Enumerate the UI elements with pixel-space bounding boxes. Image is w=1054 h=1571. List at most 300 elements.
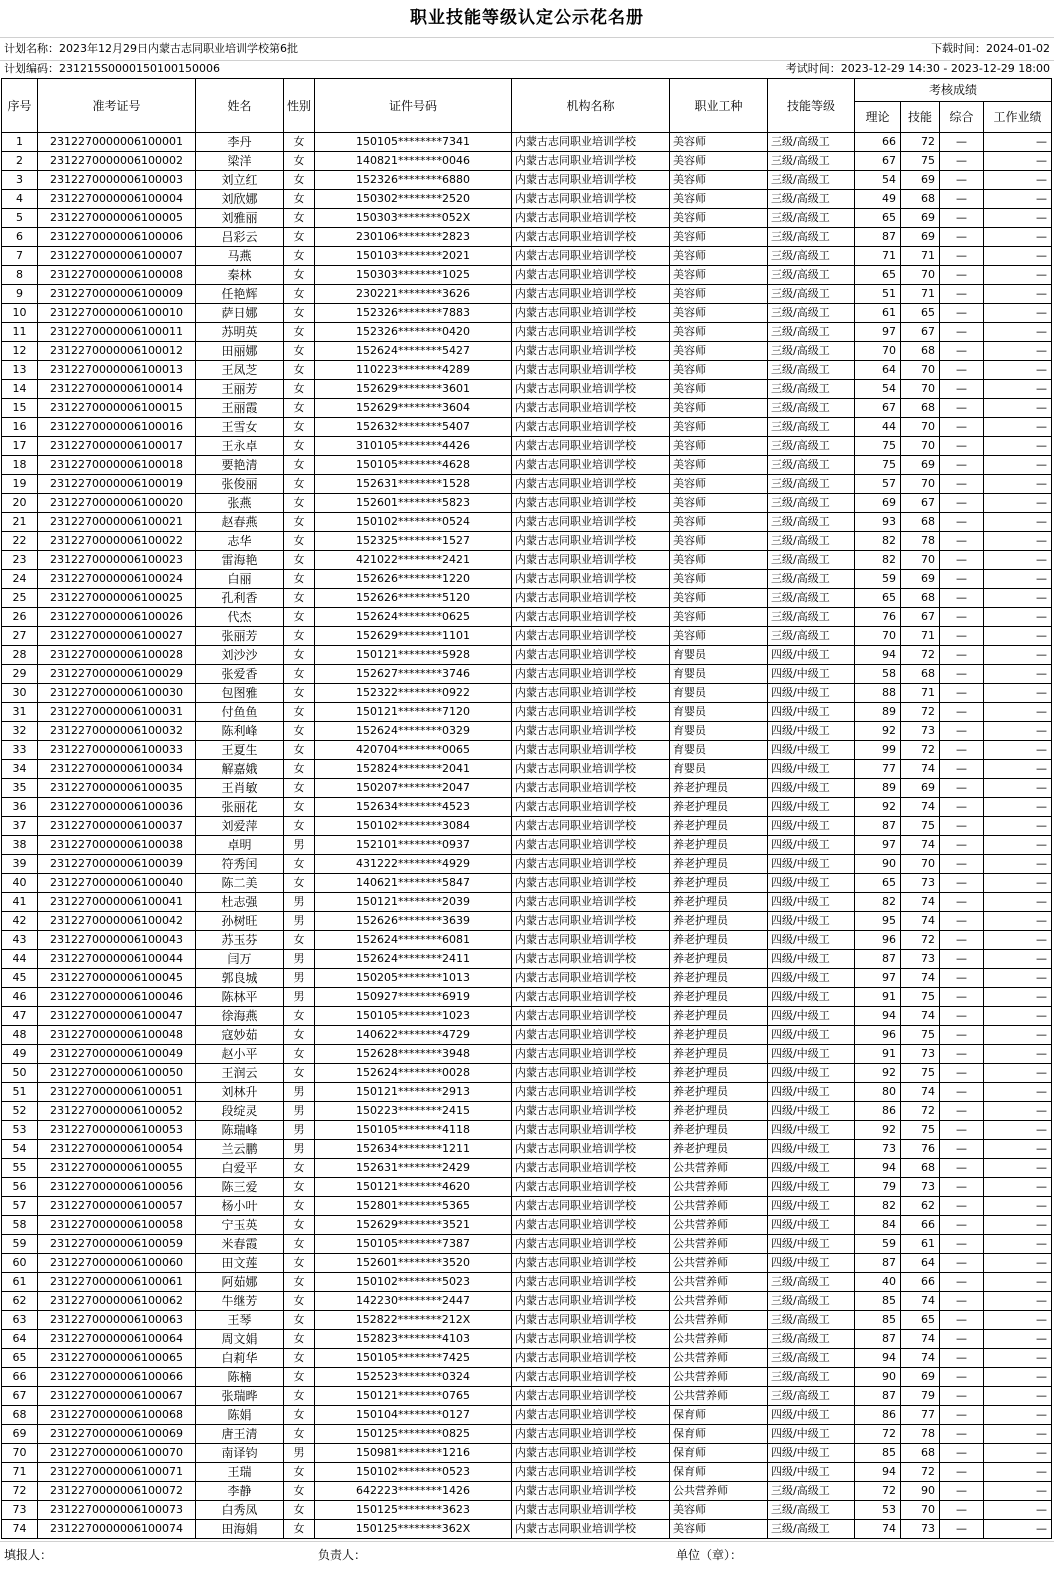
cell-name: 萨日娜 [196, 304, 284, 323]
cell-job: 育婴员 [670, 760, 768, 779]
cell-skill: 70 [901, 418, 940, 437]
cell-job: 公共营养师 [670, 1387, 768, 1406]
cell-overall: — [940, 133, 984, 152]
cell-org: 内蒙古志同职业培训学校 [512, 836, 670, 855]
plan-name: 计划名称：2023年12月29日内蒙古志同职业培训学校第6批 [4, 42, 298, 55]
cell-ticket: 2312270000006100035 [38, 779, 196, 798]
cell-org: 内蒙古志同职业培训学校 [512, 589, 670, 608]
cell-name: 宁玉英 [196, 1216, 284, 1235]
cell-skill: 68 [901, 665, 940, 684]
cell-overall: — [940, 893, 984, 912]
cell-id: 152101********0937 [315, 836, 512, 855]
cell-seq: 31 [2, 703, 38, 722]
cell-id: 140821********0046 [315, 152, 512, 171]
cell-seq: 24 [2, 570, 38, 589]
cell-ticket: 2312270000006100024 [38, 570, 196, 589]
cell-id: 152629********3521 [315, 1216, 512, 1235]
table-row [2, 874, 1052, 893]
cell-name: 陈二美 [196, 874, 284, 893]
cell-job: 美容师 [670, 437, 768, 456]
cell-name: 白秀凤 [196, 1501, 284, 1520]
cell-ticket: 2312270000006100018 [38, 456, 196, 475]
cell-ticket: 2312270000006100054 [38, 1140, 196, 1159]
cell-overall: — [940, 209, 984, 228]
cell-overall: — [940, 779, 984, 798]
cell-gender: 女 [284, 1292, 315, 1311]
cell-overall: — [940, 912, 984, 931]
cell-job: 美容师 [670, 513, 768, 532]
cell-id: 150104********0127 [315, 1406, 512, 1425]
cell-work: — [984, 1216, 1052, 1235]
cell-overall: — [940, 969, 984, 988]
cell-level: 四级/中级工 [768, 874, 855, 893]
cell-seq: 60 [2, 1254, 38, 1273]
roster-table [1, 78, 1052, 1539]
cell-work: — [984, 1045, 1052, 1064]
cell-level: 三级/高级工 [768, 1387, 855, 1406]
cell-job: 养老护理员 [670, 950, 768, 969]
table-row [2, 931, 1052, 950]
cell-work: — [984, 1007, 1052, 1026]
cell-theory: 49 [855, 190, 901, 209]
cell-level: 四级/中级工 [768, 1425, 855, 1444]
cell-theory: 82 [855, 551, 901, 570]
cell-seq: 53 [2, 1121, 38, 1140]
cell-theory: 67 [855, 399, 901, 418]
cell-ticket: 2312270000006100041 [38, 893, 196, 912]
cell-overall: — [940, 1463, 984, 1482]
cell-org: 内蒙古志同职业培训学校 [512, 874, 670, 893]
cell-id: 150105********7387 [315, 1235, 512, 1254]
cell-ticket: 2312270000006100068 [38, 1406, 196, 1425]
cell-skill: 73 [901, 1178, 940, 1197]
cell-seq: 6 [2, 228, 38, 247]
cell-theory: 74 [855, 1520, 901, 1539]
cell-job: 美容师 [670, 361, 768, 380]
cell-ticket: 2312270000006100025 [38, 589, 196, 608]
cell-overall: — [940, 646, 984, 665]
cell-skill: 72 [901, 1463, 940, 1482]
cell-gender: 女 [284, 665, 315, 684]
cell-ticket: 2312270000006100050 [38, 1064, 196, 1083]
cell-gender: 女 [284, 570, 315, 589]
cell-work: — [984, 950, 1052, 969]
cell-seq: 59 [2, 1235, 38, 1254]
cell-gender: 女 [284, 551, 315, 570]
cell-level: 四级/中级工 [768, 817, 855, 836]
cell-theory: 54 [855, 380, 901, 399]
cell-id: 150303********052X [315, 209, 512, 228]
cell-name: 陈楠 [196, 1368, 284, 1387]
cell-level: 四级/中级工 [768, 1121, 855, 1140]
cell-theory: 96 [855, 1026, 901, 1045]
cell-seq: 54 [2, 1140, 38, 1159]
table-row [2, 722, 1052, 741]
cell-gender: 女 [284, 1216, 315, 1235]
cell-job: 公共营养师 [670, 1368, 768, 1387]
cell-job: 公共营养师 [670, 1349, 768, 1368]
cell-skill: 74 [901, 1292, 940, 1311]
cell-theory: 94 [855, 1007, 901, 1026]
cell-org: 内蒙古志同职业培训学校 [512, 988, 670, 1007]
cell-skill: 72 [901, 646, 940, 665]
cell-name: 王凤芝 [196, 361, 284, 380]
cell-work: — [984, 133, 1052, 152]
cell-overall: — [940, 1235, 984, 1254]
cell-job: 美容师 [670, 627, 768, 646]
cell-name: 周文娟 [196, 1330, 284, 1349]
cell-gender: 女 [284, 1235, 315, 1254]
cell-overall: — [940, 456, 984, 475]
cell-seq: 28 [2, 646, 38, 665]
cell-ticket: 2312270000006100066 [38, 1368, 196, 1387]
cell-ticket: 2312270000006100040 [38, 874, 196, 893]
cell-overall: — [940, 1045, 984, 1064]
cell-job: 美容师 [670, 475, 768, 494]
table-row [2, 285, 1052, 304]
cell-org: 内蒙古志同职业培训学校 [512, 456, 670, 475]
table-row [2, 133, 1052, 152]
cell-name: 寇妙茹 [196, 1026, 284, 1045]
cell-org: 内蒙古志同职业培训学校 [512, 1406, 670, 1425]
cell-level: 三级/高级工 [768, 456, 855, 475]
cell-theory: 70 [855, 627, 901, 646]
cell-ticket: 2312270000006100051 [38, 1083, 196, 1102]
cell-level: 四级/中级工 [768, 1235, 855, 1254]
cell-skill: 74 [901, 798, 940, 817]
header-seq: 序号 [2, 79, 38, 133]
cell-job: 育婴员 [670, 722, 768, 741]
cell-seq: 29 [2, 665, 38, 684]
cell-name: 卓明 [196, 836, 284, 855]
cell-level: 四级/中级工 [768, 950, 855, 969]
cell-id: 152326********0420 [315, 323, 512, 342]
cell-skill: 65 [901, 304, 940, 323]
cell-org: 内蒙古志同职业培训学校 [512, 1444, 670, 1463]
cell-name: 李静 [196, 1482, 284, 1501]
table-row [2, 855, 1052, 874]
table-row [2, 342, 1052, 361]
cell-id: 152626********1220 [315, 570, 512, 589]
cell-theory: 87 [855, 1254, 901, 1273]
cell-work: — [984, 893, 1052, 912]
cell-seq: 49 [2, 1045, 38, 1064]
table-row [2, 969, 1052, 988]
cell-id: 152624********0028 [315, 1064, 512, 1083]
cell-level: 三级/高级工 [768, 1349, 855, 1368]
cell-job: 公共营养师 [670, 1292, 768, 1311]
cell-overall: — [940, 760, 984, 779]
cell-id: 150223********2415 [315, 1102, 512, 1121]
table-row [2, 209, 1052, 228]
cell-gender: 女 [284, 703, 315, 722]
table-row [2, 1159, 1052, 1178]
cell-level: 三级/高级工 [768, 627, 855, 646]
cell-work: — [984, 1368, 1052, 1387]
cell-ticket: 2312270000006100010 [38, 304, 196, 323]
cell-org: 内蒙古志同职业培训学校 [512, 190, 670, 209]
cell-id: 150103********2021 [315, 247, 512, 266]
cell-level: 三级/高级工 [768, 133, 855, 152]
cell-overall: — [940, 836, 984, 855]
cell-theory: 59 [855, 1235, 901, 1254]
cell-theory: 91 [855, 988, 901, 1007]
cell-id: 150121********5928 [315, 646, 512, 665]
cell-overall: — [940, 437, 984, 456]
cell-id: 421022********2421 [315, 551, 512, 570]
cell-skill: 73 [901, 1520, 940, 1539]
cell-level: 四级/中级工 [768, 1102, 855, 1121]
cell-name: 白莉华 [196, 1349, 284, 1368]
cell-overall: — [940, 988, 984, 1007]
cell-work: — [984, 798, 1052, 817]
cell-gender: 女 [284, 228, 315, 247]
header-org: 机构名称 [512, 79, 670, 133]
cell-gender: 男 [284, 988, 315, 1007]
cell-gender: 女 [284, 380, 315, 399]
cell-level: 四级/中级工 [768, 836, 855, 855]
cell-ticket: 2312270000006100062 [38, 1292, 196, 1311]
cell-job: 公共营养师 [670, 1482, 768, 1501]
cell-org: 内蒙古志同职业培训学校 [512, 399, 670, 418]
cell-work: — [984, 1026, 1052, 1045]
cell-level: 四级/中级工 [768, 1045, 855, 1064]
table-row [2, 684, 1052, 703]
cell-org: 内蒙古志同职业培训学校 [512, 342, 670, 361]
cell-name: 王雪女 [196, 418, 284, 437]
table-row [2, 741, 1052, 760]
cell-job: 养老护理员 [670, 1140, 768, 1159]
cell-gender: 女 [284, 874, 315, 893]
cell-org: 内蒙古志同职业培训学校 [512, 1501, 670, 1520]
table-row [2, 380, 1052, 399]
cell-org: 内蒙古志同职业培训学校 [512, 798, 670, 817]
cell-skill: 69 [901, 570, 940, 589]
cell-overall: — [940, 1520, 984, 1539]
cell-theory: 87 [855, 950, 901, 969]
cell-seq: 57 [2, 1197, 38, 1216]
cell-overall: — [940, 722, 984, 741]
cell-level: 三级/高级工 [768, 171, 855, 190]
cell-work: — [984, 1064, 1052, 1083]
cell-level: 三级/高级工 [768, 551, 855, 570]
cell-org: 内蒙古志同职业培训学校 [512, 152, 670, 171]
cell-skill: 74 [901, 1083, 940, 1102]
cell-level: 三级/高级工 [768, 1311, 855, 1330]
cell-theory: 69 [855, 494, 901, 513]
cell-ticket: 2312270000006100071 [38, 1463, 196, 1482]
cell-org: 内蒙古志同职业培训学校 [512, 1463, 670, 1482]
cell-name: 苏玉芬 [196, 931, 284, 950]
cell-ticket: 2312270000006100016 [38, 418, 196, 437]
cell-id: 230221********3626 [315, 285, 512, 304]
cell-ticket: 2312270000006100049 [38, 1045, 196, 1064]
cell-job: 保育师 [670, 1444, 768, 1463]
cell-theory: 92 [855, 798, 901, 817]
cell-skill: 73 [901, 950, 940, 969]
cell-seq: 25 [2, 589, 38, 608]
cell-skill: 70 [901, 475, 940, 494]
cell-job: 美容师 [670, 608, 768, 627]
table-row [2, 361, 1052, 380]
cell-name: 张瑞晔 [196, 1387, 284, 1406]
meta-row-1 [0, 37, 1054, 61]
cell-overall: — [940, 1159, 984, 1178]
cell-level: 三级/高级工 [768, 532, 855, 551]
cell-overall: — [940, 855, 984, 874]
cell-theory: 70 [855, 342, 901, 361]
cell-gender: 男 [284, 969, 315, 988]
cell-gender: 女 [284, 532, 315, 551]
cell-id: 150125********0825 [315, 1425, 512, 1444]
cell-org: 内蒙古志同职业培训学校 [512, 1235, 670, 1254]
cell-gender: 女 [284, 456, 315, 475]
cell-level: 四级/中级工 [768, 646, 855, 665]
cell-work: — [984, 304, 1052, 323]
cell-org: 内蒙古志同职业培训学校 [512, 1292, 670, 1311]
cell-seq: 56 [2, 1178, 38, 1197]
table-row [2, 1387, 1052, 1406]
cell-org: 内蒙古志同职业培训学校 [512, 1311, 670, 1330]
table-row [2, 1349, 1052, 1368]
cell-work: — [984, 285, 1052, 304]
cell-skill: 75 [901, 1026, 940, 1045]
cell-seq: 55 [2, 1159, 38, 1178]
cell-ticket: 2312270000006100026 [38, 608, 196, 627]
cell-theory: 65 [855, 874, 901, 893]
cell-overall: — [940, 1102, 984, 1121]
cell-id: 150207********2047 [315, 779, 512, 798]
cell-name: 刘沙沙 [196, 646, 284, 665]
cell-ticket: 2312270000006100022 [38, 532, 196, 551]
cell-overall: — [940, 1368, 984, 1387]
cell-name: 孙树旺 [196, 912, 284, 931]
cell-seq: 44 [2, 950, 38, 969]
filler-label: 填报人： [4, 1548, 53, 1562]
cell-org: 内蒙古志同职业培训学校 [512, 494, 670, 513]
cell-id: 140621********5847 [315, 874, 512, 893]
cell-level: 四级/中级工 [768, 1178, 855, 1197]
cell-seq: 40 [2, 874, 38, 893]
cell-name: 米春霞 [196, 1235, 284, 1254]
cell-seq: 67 [2, 1387, 38, 1406]
cell-name: 包图雅 [196, 684, 284, 703]
cell-job: 美容师 [670, 133, 768, 152]
cell-work: — [984, 817, 1052, 836]
cell-gender: 女 [284, 760, 315, 779]
cell-gender: 女 [284, 1520, 315, 1539]
cell-overall: — [940, 418, 984, 437]
cell-id: 152822********212X [315, 1311, 512, 1330]
cell-seq: 37 [2, 817, 38, 836]
cell-overall: — [940, 931, 984, 950]
cell-overall: — [940, 703, 984, 722]
leader-label: 负责人： [318, 1548, 367, 1562]
cell-org: 内蒙古志同职业培训学校 [512, 171, 670, 190]
cell-ticket: 2312270000006100017 [38, 437, 196, 456]
cell-gender: 女 [284, 171, 315, 190]
cell-ticket: 2312270000006100011 [38, 323, 196, 342]
cell-level: 四级/中级工 [768, 1197, 855, 1216]
cell-ticket: 2312270000006100045 [38, 969, 196, 988]
cell-overall: — [940, 228, 984, 247]
cell-org: 内蒙古志同职业培训学校 [512, 950, 670, 969]
cell-work: — [984, 1235, 1052, 1254]
cell-seq: 34 [2, 760, 38, 779]
cell-gender: 女 [284, 266, 315, 285]
cell-seq: 36 [2, 798, 38, 817]
cell-org: 内蒙古志同职业培训学校 [512, 1140, 670, 1159]
cell-seq: 5 [2, 209, 38, 228]
cell-gender: 女 [284, 1064, 315, 1083]
cell-work: — [984, 931, 1052, 950]
cell-seq: 26 [2, 608, 38, 627]
header-job: 职业工种 [670, 79, 768, 133]
cell-name: 张燕 [196, 494, 284, 513]
cell-theory: 93 [855, 513, 901, 532]
table-row [2, 570, 1052, 589]
cell-work: — [984, 836, 1052, 855]
cell-org: 内蒙古志同职业培训学校 [512, 437, 670, 456]
cell-name: 闫万 [196, 950, 284, 969]
cell-ticket: 2312270000006100065 [38, 1349, 196, 1368]
cell-level: 三级/高级工 [768, 570, 855, 589]
cell-seq: 35 [2, 779, 38, 798]
cell-id: 152523********0324 [315, 1368, 512, 1387]
cell-ticket: 2312270000006100063 [38, 1311, 196, 1330]
table-row [2, 1463, 1052, 1482]
cell-skill: 67 [901, 323, 940, 342]
cell-level: 三级/高级工 [768, 418, 855, 437]
table-row [2, 1102, 1052, 1121]
cell-ticket: 2312270000006100055 [38, 1159, 196, 1178]
cell-id: 152629********3601 [315, 380, 512, 399]
cell-overall: — [940, 532, 984, 551]
cell-work: — [984, 1197, 1052, 1216]
cell-org: 内蒙古志同职业培训学校 [512, 627, 670, 646]
cell-skill: 76 [901, 1140, 940, 1159]
cell-job: 公共营养师 [670, 1330, 768, 1349]
cell-seq: 51 [2, 1083, 38, 1102]
cell-work: — [984, 855, 1052, 874]
cell-org: 内蒙古志同职业培训学校 [512, 1520, 670, 1539]
cell-ticket: 2312270000006100043 [38, 931, 196, 950]
cell-level: 三级/高级工 [768, 475, 855, 494]
cell-overall: — [940, 1121, 984, 1140]
cell-org: 内蒙古志同职业培训学校 [512, 570, 670, 589]
cell-ticket: 2312270000006100004 [38, 190, 196, 209]
cell-org: 内蒙古志同职业培训学校 [512, 1425, 670, 1444]
cell-name: 张爱香 [196, 665, 284, 684]
cell-name: 陈三爱 [196, 1178, 284, 1197]
cell-seq: 41 [2, 893, 38, 912]
cell-id: 150102********3084 [315, 817, 512, 836]
cell-name: 解嘉娥 [196, 760, 284, 779]
cell-seq: 22 [2, 532, 38, 551]
cell-gender: 男 [284, 1102, 315, 1121]
cell-job: 美容师 [670, 551, 768, 570]
cell-job: 公共营养师 [670, 1273, 768, 1292]
cell-work: — [984, 1444, 1052, 1463]
cell-seq: 2 [2, 152, 38, 171]
cell-org: 内蒙古志同职业培训学校 [512, 741, 670, 760]
cell-job: 养老护理员 [670, 1045, 768, 1064]
cell-theory: 82 [855, 893, 901, 912]
cell-work: — [984, 437, 1052, 456]
cell-gender: 女 [284, 1254, 315, 1273]
cell-job: 公共营养师 [670, 1254, 768, 1273]
cell-id: 150105********4628 [315, 456, 512, 475]
